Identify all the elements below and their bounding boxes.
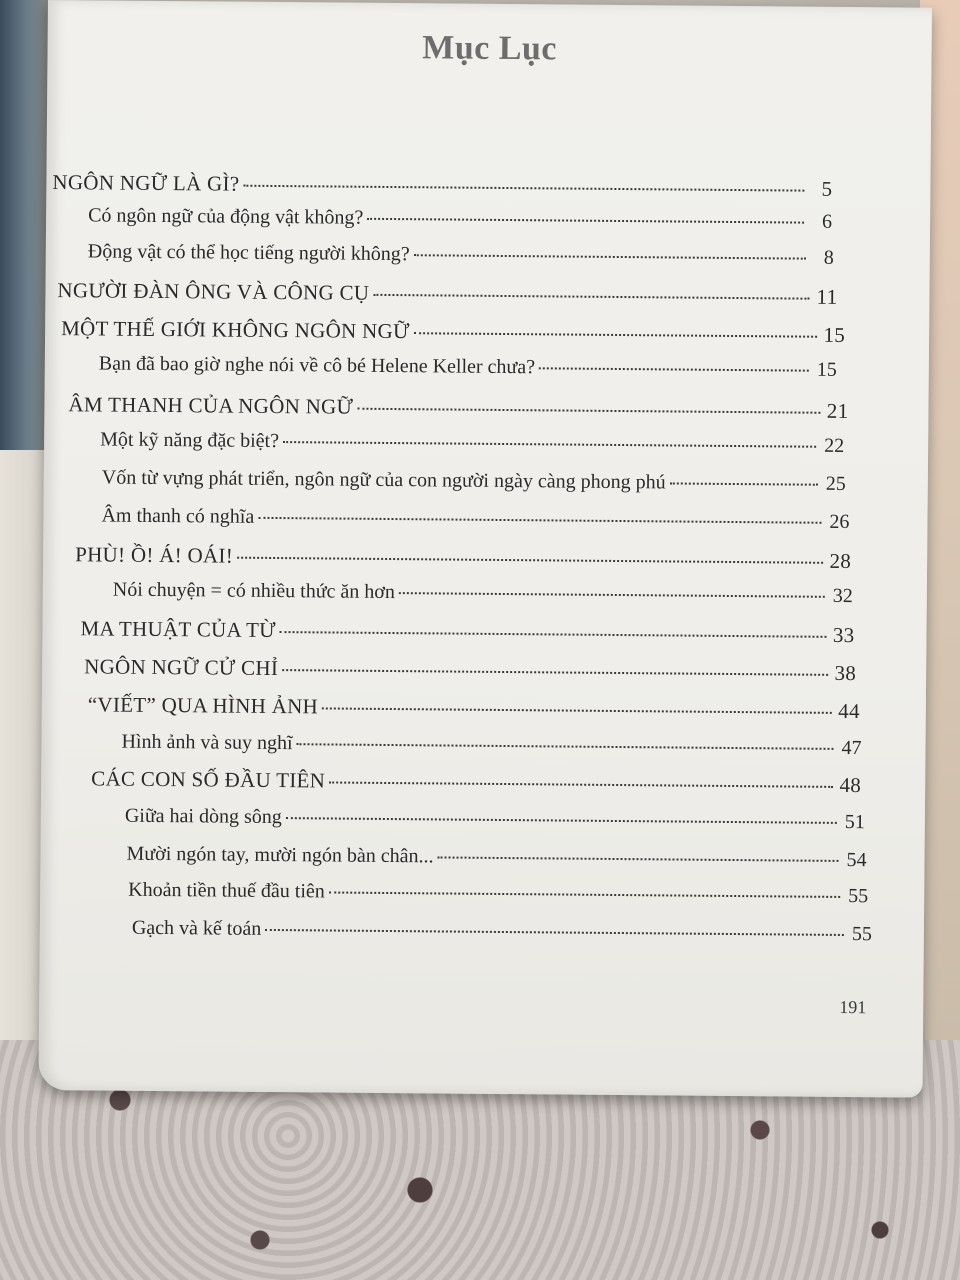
toc-entry-page: 55 [851, 923, 872, 946]
toc-entry [101, 504, 849, 541]
toc-entry-page: 51 [844, 810, 865, 834]
toc-entry [75, 542, 851, 579]
toc-entry-label: Nói chuyện = có nhiều thức ăn hơn [112, 578, 396, 604]
toc-entry-label: NGÔN NGỮ CỬ CHỈ [84, 654, 279, 681]
toc-entry-page: 11 [816, 284, 838, 309]
dot-leader [283, 441, 816, 448]
toc-entry-page: 33 [832, 622, 855, 648]
toc-entry-page: 25 [825, 472, 846, 495]
toc-entry [113, 579, 853, 615]
toc-entry [57, 278, 837, 315]
dot-leader [322, 707, 832, 713]
toc-entry-page: 44 [838, 698, 860, 724]
toc-entry [88, 240, 834, 277]
toc-entry [102, 466, 846, 502]
toc-entry [91, 766, 861, 803]
toc-entry [132, 917, 872, 953]
toc-entry-page: 26 [829, 510, 850, 534]
toc-entry-label: NGƯỜI ĐÀN ÔNG VÀ CÔNG CỤ [57, 278, 370, 305]
toc-entry-page: 8 [823, 246, 834, 269]
dot-leader [357, 408, 820, 414]
toc-entry-label: Bạn đã bao giờ nghe nói về cô bé Helene Keller chưa? [98, 352, 536, 379]
toc-entry-label: NGÔN NGỮ LÀ GÌ? [52, 170, 240, 196]
dot-leader [286, 817, 837, 824]
toc-entry-label: ÂM THANH CỦA NGÔN NGỮ [68, 392, 354, 419]
dot-leader [329, 781, 833, 787]
toc-entry [80, 616, 854, 653]
dot-leader [329, 891, 840, 897]
dot-leader [414, 254, 806, 259]
toc-entry-label: Có ngôn ngữ của động vật không? [88, 204, 364, 229]
toc-entry [121, 731, 861, 767]
toc-entry-page: 5 [821, 176, 833, 201]
toc-entry-page: 22 [824, 434, 845, 457]
toc-entry-page: 38 [834, 660, 857, 686]
table-of-contents [47, 160, 931, 946]
toc-entry-label: Hình ảnh và suy nghĩ [121, 730, 293, 755]
dot-leader [237, 557, 823, 564]
toc-entry-page: 6 [821, 210, 833, 233]
toc-entry [68, 392, 848, 429]
dot-leader [297, 743, 834, 750]
toc-entry-label: Một kỹ năng đặc biệt? [100, 428, 280, 453]
toc-entry [61, 316, 845, 353]
dot-leader [280, 631, 827, 638]
dot-leader [258, 517, 821, 524]
dot-leader [539, 367, 809, 371]
dot-leader [414, 332, 817, 338]
toc-entry-page: 15 [816, 358, 837, 381]
toc-entry-label: Khoản tiền thuế đầu tiên [128, 878, 325, 903]
toc-entry-label: Mười ngón tay, mười ngón bàn chân... [126, 842, 434, 868]
dot-leader [265, 929, 844, 936]
book-page [38, 0, 931, 1098]
toc-entry-page: 55 [848, 885, 869, 908]
toc-entry-page: 32 [832, 584, 853, 608]
dot-leader [670, 482, 818, 485]
dot-leader [373, 294, 809, 300]
page-number: 191 [839, 996, 867, 1018]
toc-entry-label: MỘT THẾ GIỚI KHÔNG NGÔN NGỮ [61, 316, 410, 344]
dot-leader [282, 669, 828, 676]
toc-entry-page: 48 [839, 772, 862, 798]
toc-entry-label: Giữa hai dòng sông [124, 804, 282, 829]
dot-leader [399, 592, 825, 598]
dot-leader [367, 218, 804, 224]
toc-entry-label: Âm thanh có nghĩa [101, 504, 255, 528]
toc-entry-page: 28 [829, 548, 852, 574]
toc-entry-label: “VIẾT” QUA HÌNH ẢNH [87, 692, 319, 719]
toc-entry-label: CÁC CON SỐ ĐẦU TIÊN [91, 766, 326, 793]
toc-entry-label: Gạch và kế toán [131, 916, 262, 940]
toc-entry [84, 654, 856, 691]
toc-entry [126, 843, 866, 879]
toc-entry [125, 805, 865, 841]
page-title: Mục Lục [422, 29, 558, 68]
toc-entry [52, 170, 832, 207]
toc-entry [88, 204, 832, 240]
dot-leader [438, 856, 839, 861]
toc-entry [100, 428, 844, 464]
toc-entry-page: 21 [826, 398, 849, 424]
toc-entry-page: 54 [846, 849, 867, 872]
toc-entry-label: MA THUẬT CỦA TỪ [80, 616, 276, 643]
toc-entry-page: 15 [823, 322, 846, 347]
toc-entry-page: 47 [841, 736, 862, 760]
toc-entry [128, 879, 868, 915]
toc-entry-label: Vốn từ vựng phát triển, ngôn ngữ của con người ngày càng phong phú [101, 466, 666, 494]
toc-entry-label: PHÙ! Ồ! Á! OÁI! [75, 542, 234, 568]
toc-entry [88, 692, 860, 729]
dot-leader [243, 185, 804, 192]
toc-entry [99, 352, 837, 388]
toc-entry-label: Động vật có thể học tiếng người không? [87, 240, 410, 266]
